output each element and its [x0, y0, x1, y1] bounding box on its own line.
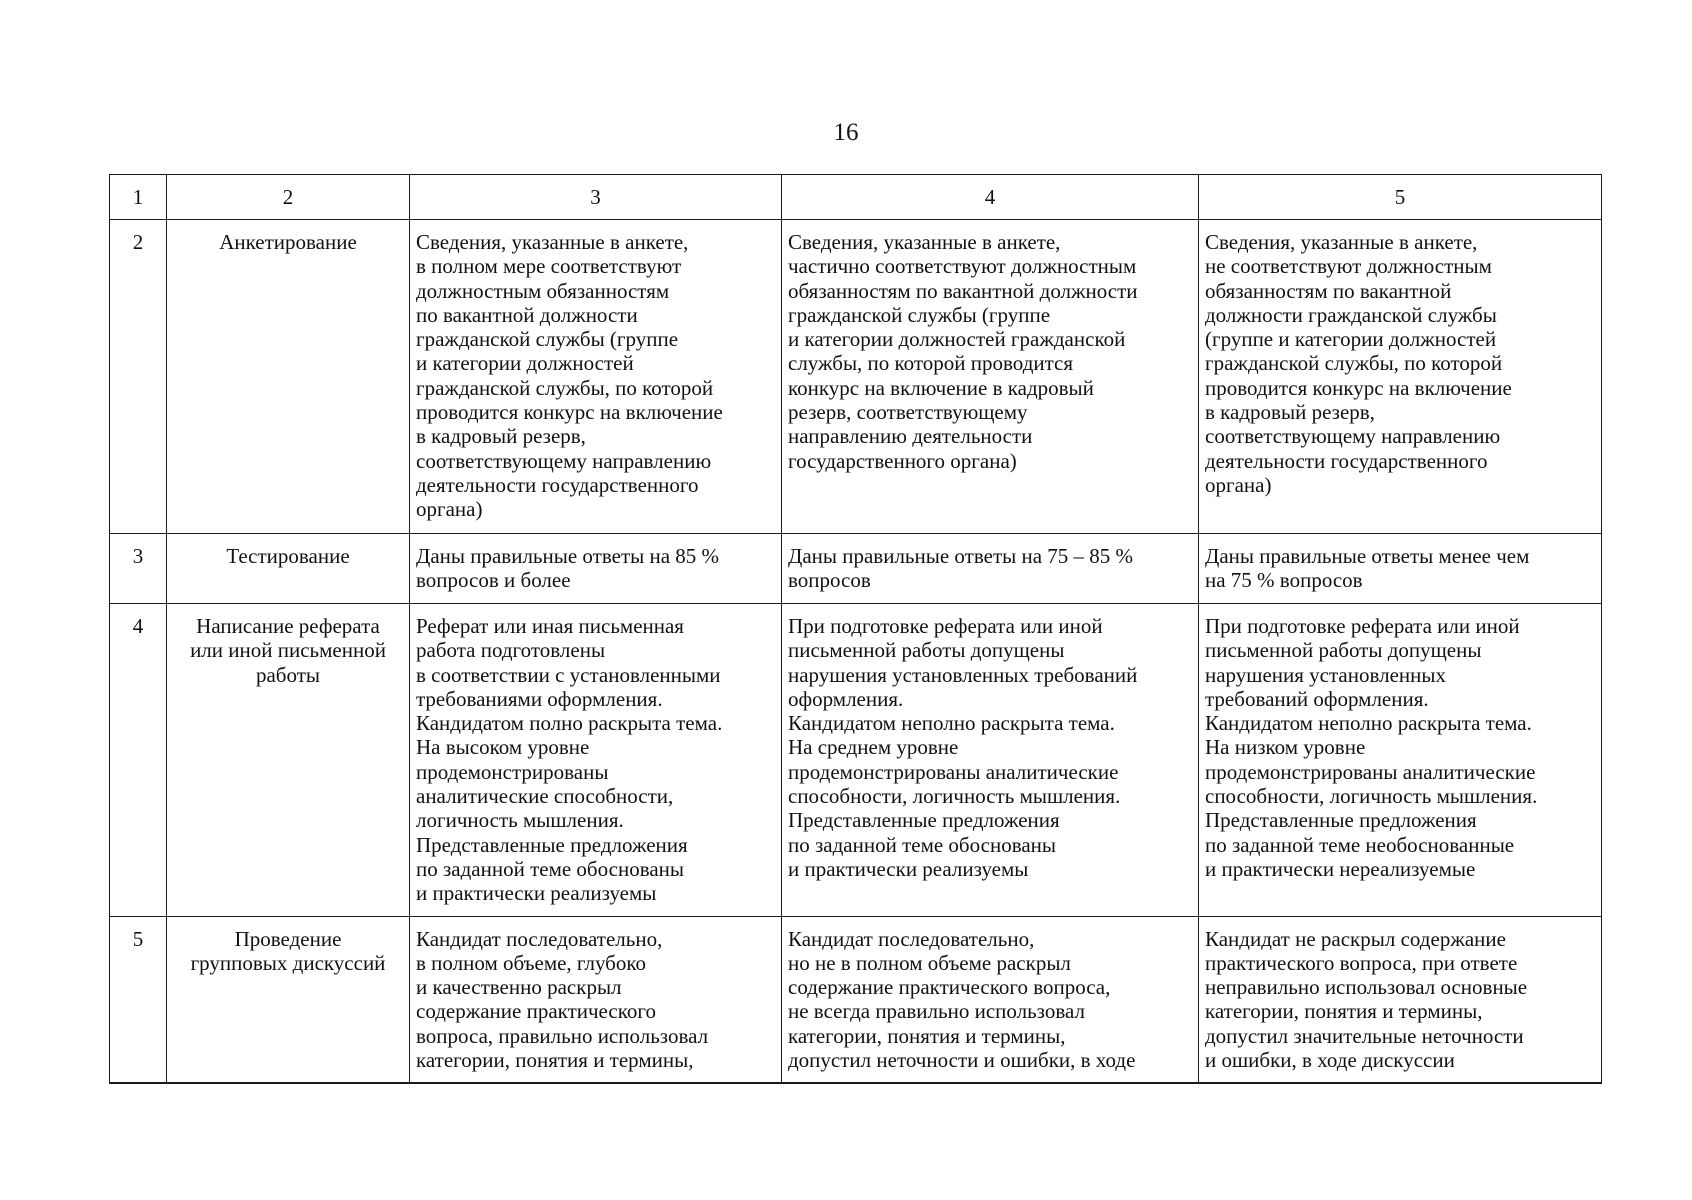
cell-text-line: Кандидат не раскрыл содержание	[1205, 926, 1506, 951]
cell-text-line: проводится конкурс на включение	[1205, 375, 1512, 400]
row-number-cell: 4	[110, 604, 167, 917]
cell-text-line: Тестирование	[226, 544, 350, 568]
cell-text-line: способности, логичность мышления.	[1205, 784, 1538, 809]
table-row	[110, 220, 1602, 534]
cell-text-line: по заданной теме обоснованы	[788, 832, 1057, 857]
table-row	[110, 916, 1602, 1083]
cell-text-line: по заданной теме обоснованы	[416, 856, 685, 881]
cell-text-line: или иной письменной	[190, 638, 386, 663]
table-header-row	[110, 175, 1602, 220]
cell-text-line: деятельности государственного	[416, 472, 699, 497]
criterion-high-cell	[410, 534, 782, 604]
cell-text-line: органа)	[1205, 472, 1272, 497]
criterion-low-cell	[1199, 604, 1602, 917]
header-cell-4: 4	[782, 175, 1199, 220]
cell-text-line: обязанностям по вакантной	[1205, 278, 1452, 303]
cell-text-line: требований оформления.	[1205, 686, 1429, 711]
criterion-low-cell	[1199, 220, 1602, 534]
cell-text-line: Сведения, указанные в анкете,	[1205, 230, 1478, 254]
cell-text-line: в кадровый резерв,	[416, 424, 586, 449]
cell-text-line: обязанностям по вакантной должности	[788, 278, 1138, 303]
cell-text-line: Сведения, указанные в анкете,	[788, 230, 1061, 254]
cell-text-line: Кандидатом неполно раскрыта тема.	[788, 711, 1115, 736]
cell-text-line: соответствующему направлению	[416, 448, 712, 473]
cell-text-line: гражданской службы (группе	[416, 327, 679, 352]
criterion-medium-cell	[782, 916, 1199, 1083]
cell-text-line: но не в полном объеме раскрыл	[788, 950, 1071, 975]
cell-text-line: способности, логичность мышления.	[788, 784, 1121, 809]
cell-text-line: продемонстрированы аналитические	[788, 759, 1119, 784]
cell-text-line: должностным обязанностям	[416, 278, 670, 303]
cell-text-line: содержание практического	[416, 999, 656, 1024]
cell-text-line: не соответствуют должностным	[1205, 254, 1492, 279]
criterion-high-cell	[410, 220, 782, 534]
cell-text-line: категории, понятия и термины,	[788, 1023, 1066, 1048]
cell-text-line: письменной работы допущены	[1205, 638, 1482, 663]
cell-text-line: продемонстрированы	[416, 759, 609, 784]
cell-text-line: и практически реализуемы	[788, 856, 1029, 881]
cell-text-line: соответствующему направлению	[1205, 424, 1501, 449]
cell-text-line: службы, по которой проводится	[788, 351, 1074, 376]
cell-text-line: категории, понятия и термины,	[416, 1048, 694, 1073]
cell-text-line: Реферат или иная письменная	[416, 614, 684, 638]
cell-text-line: вопроса, правильно использовал	[416, 1023, 709, 1048]
cell-text-line: практического вопроса, при ответе	[1205, 950, 1518, 975]
cell-text-line: и качественно раскрыл	[416, 975, 622, 1000]
cell-text-line: При подготовке реферата или иной	[788, 614, 1103, 638]
cell-text-line: в полном объеме, глубоко	[416, 950, 647, 975]
cell-text-line: письменной работы допущены	[788, 638, 1065, 663]
row-number-cell: 5	[110, 916, 167, 1083]
table-row	[110, 604, 1602, 917]
header-cell-3: 3	[410, 175, 782, 220]
cell-text-line: При подготовке реферата или иной	[1205, 614, 1520, 638]
cell-text-line: допустил неточности и ошибки, в ходе	[788, 1048, 1136, 1073]
cell-text-line: (группе и категории должностей	[1205, 327, 1497, 352]
cell-text-line: На среднем уровне	[788, 735, 959, 760]
cell-text-line: и категории должностей	[416, 351, 634, 376]
cell-text-line: оформления.	[788, 686, 904, 711]
cell-text-line: логичность мышления.	[416, 808, 624, 833]
header-cell-5: 5	[1199, 175, 1602, 220]
cell-text-line: проводится конкурс на включение	[416, 400, 723, 425]
cell-text-line: по вакантной должности	[416, 302, 638, 327]
cell-text-line: Представленные предложения	[788, 808, 1060, 833]
cell-text-line: нарушения установленных требований	[788, 662, 1138, 687]
cell-text-line: и практически реализуемы	[416, 881, 657, 906]
cell-text-line: Даны правильные ответы на 85 %	[416, 544, 720, 568]
criterion-low-cell	[1199, 916, 1602, 1083]
cell-text-line: групповых дискуссий	[190, 950, 386, 975]
cell-text-line: работа подготовлены	[416, 638, 606, 663]
cell-text-line: Кандидатом неполно раскрыта тема.	[1205, 711, 1532, 736]
cell-text-line: Анкетирование	[219, 230, 357, 254]
cell-text-line: содержание практического вопроса,	[788, 975, 1111, 1000]
cell-text-line: в кадровый резерв,	[1205, 400, 1375, 425]
cell-text-line: направлению деятельности	[788, 424, 1033, 449]
cell-text-line: конкурс на включение в кадровый	[788, 375, 1094, 400]
method-cell	[167, 604, 410, 917]
criterion-medium-cell	[782, 604, 1199, 917]
criteria-table	[109, 174, 1602, 1084]
cell-text-line: продемонстрированы аналитические	[1205, 759, 1536, 784]
cell-text-line: категории, понятия и термины,	[1205, 999, 1483, 1024]
method-cell	[167, 534, 410, 604]
cell-text-line: должности гражданской службы	[1205, 302, 1497, 327]
cell-text-line: не всегда правильно использовал	[788, 999, 1085, 1024]
cell-text-line: органа)	[416, 497, 483, 522]
header-cell-1: 1	[110, 175, 167, 220]
cell-text-line: На низком уровне	[1205, 735, 1366, 760]
cell-text-line: по заданной теме необоснованные	[1205, 832, 1515, 857]
cell-text-line: Кандидат последовательно,	[416, 926, 663, 951]
criterion-low-cell	[1199, 534, 1602, 604]
cell-text-line: деятельности государственного	[1205, 448, 1488, 473]
cell-text-line: гражданской службы (группе	[788, 302, 1051, 327]
row-number-cell: 2	[110, 220, 167, 534]
criterion-high-cell	[410, 916, 782, 1083]
page-number: 16	[833, 119, 859, 146]
cell-text-line: Сведения, указанные в анкете,	[416, 230, 689, 254]
cell-text-line: требованиями оформления.	[416, 686, 663, 711]
cell-text-line: допустил значительные неточности	[1205, 1023, 1524, 1048]
criterion-medium-cell	[782, 534, 1199, 604]
criterion-medium-cell	[782, 220, 1199, 534]
cell-text-line: неправильно использовал основные	[1205, 975, 1528, 1000]
cell-text-line: вопросов	[788, 568, 871, 593]
cell-text-line: Написание реферата	[196, 614, 380, 638]
cell-text-line: и ошибки, в ходе дискуссии	[1205, 1048, 1455, 1073]
method-cell	[167, 220, 410, 534]
cell-text-line: нарушения установленных	[1205, 662, 1446, 687]
cell-text-line: Представленные предложения	[416, 832, 688, 857]
cell-text-line: На высоком уровне	[416, 735, 590, 760]
cell-text-line: на 75 % вопросов	[1205, 568, 1363, 593]
cell-text-line: резерв, соответствующему	[788, 400, 1028, 425]
cell-text-line: частично соответствуют должностным	[788, 254, 1137, 279]
cell-text-line: и категории должностей гражданской	[788, 327, 1126, 352]
header-cell-2: 2	[167, 175, 410, 220]
cell-text-line: Представленные предложения	[1205, 808, 1477, 833]
cell-text-line: гражданской службы, по которой	[1205, 351, 1503, 376]
cell-text-line: Кандидат последовательно,	[788, 926, 1035, 951]
cell-text-line: вопросов и более	[416, 568, 571, 593]
cell-text-line: в полном мере соответствуют	[416, 254, 682, 279]
table-row	[110, 534, 1602, 604]
cell-text-line: Проведение	[234, 926, 342, 951]
criterion-high-cell	[410, 604, 782, 917]
cell-text-line: в соответствии с установленными	[416, 662, 721, 687]
cell-text-line: работы	[255, 662, 320, 687]
cell-text-line: государственного органа)	[788, 448, 1017, 473]
row-number-cell: 3	[110, 534, 167, 604]
cell-text-line: и практически нереализуемые	[1205, 856, 1476, 881]
cell-text-line: гражданской службы, по которой	[416, 375, 714, 400]
cell-text-line: Даны правильные ответы на 75 – 85 %	[788, 544, 1134, 568]
cell-text-line: Кандидатом полно раскрыта тема.	[416, 711, 723, 736]
method-cell	[167, 916, 410, 1083]
cell-text-line: Даны правильные ответы менее чем	[1205, 544, 1530, 568]
cell-text-line: аналитические способности,	[416, 784, 674, 809]
